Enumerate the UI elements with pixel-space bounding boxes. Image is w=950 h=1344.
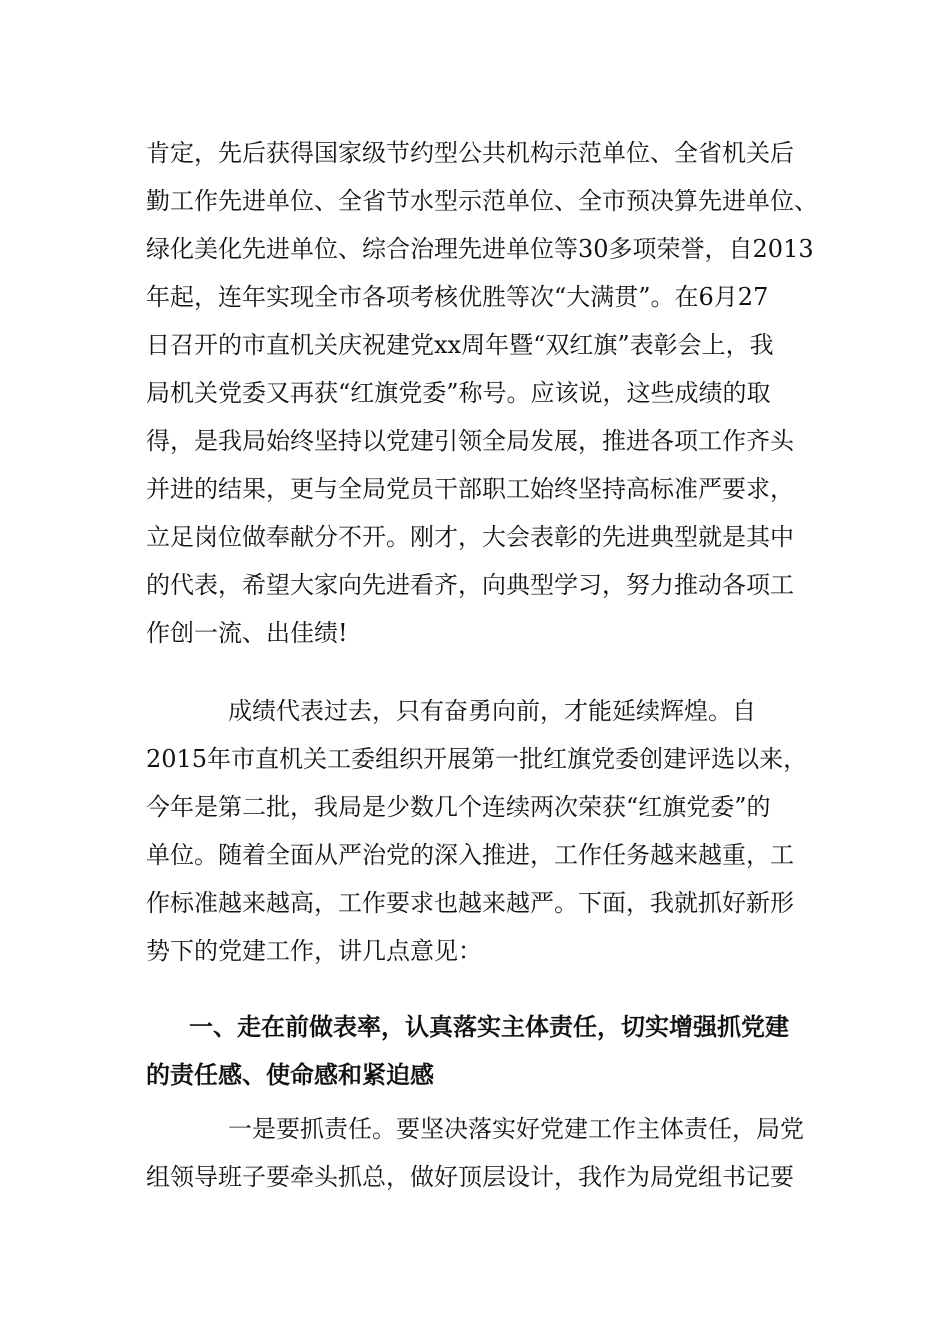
paragraph-1-line-7: 得，是我局始终坚持以党建引领全局发展，推进各项工作齐头 [146,427,794,455]
paragraph-2-line-2: 2015年市直机关工委组织开展第一批红旗党委创建评选以来， [146,745,808,773]
paragraph-2-line-4: 单位。随着全面从严治党的深入推进，工作任务越来越重，工 [146,841,794,869]
paragraph-2-line-6: 势下的党建工作，讲几点意见： [146,937,482,965]
paragraph-1-line-4: 年起，连年实现全市各项考核优胜等次“大满贯”。在6月27 [146,283,769,311]
paragraph-2-line-1: 成绩代表过去，只有奋勇向前，才能延续辉煌。自 [228,697,756,725]
paragraph-2-line-3: 今年是第二批，我局是少数几个连续两次荣获“红旗党委”的 [146,793,771,821]
paragraph-2-line-5: 作标准越来越高，工作要求也越来越严。下面，我就抓好新形 [146,889,794,917]
section-heading-line-1: 一、走在前做表率，认真落实主体责任，切实增强抓党建 [189,1012,789,1041]
paragraph-3-line-2: 组领导班子要牵头抓总，做好顶层设计，我作为局党组书记要 [146,1163,794,1191]
paragraph-3-line-1: 一是要抓责任。要坚决落实好党建工作主体责任，局党 [228,1115,804,1143]
paragraph-1-line-10: 的代表，希望大家向先进看齐，向典型学习，努力推动各项工 [146,571,794,599]
paragraph-1-line-1: 肯定，先后获得国家级节约型公共机构示范单位、全省机关后 [146,139,794,167]
paragraph-1-line-6: 局机关党委又再获“红旗党委”称号。应该说，这些成绩的取 [146,379,771,407]
paragraph-1-line-9: 立足岗位做奉献分不开。刚才，大会表彰的先进典型就是其中 [146,523,794,551]
section-heading-line-2: 的责任感、使命感和紧迫感 [146,1060,434,1089]
paragraph-1-line-8: 并进的结果，更与全局党员干部职工始终坚持高标准严要求， [146,475,794,503]
paragraph-1-line-3: 绿化美化先进单位、综合治理先进单位等30多项荣誉，自2013 [146,235,814,263]
paragraph-1-line-5: 日召开的市直机关庆祝建党xx周年暨“双红旗”表彰会上，我 [146,331,774,359]
paragraph-1-line-11: 作创一流、出佳绩! [146,619,348,647]
paragraph-1-line-2: 勤工作先进单位、全省节水型示范单位、全市预决算先进单位、 [146,187,818,215]
